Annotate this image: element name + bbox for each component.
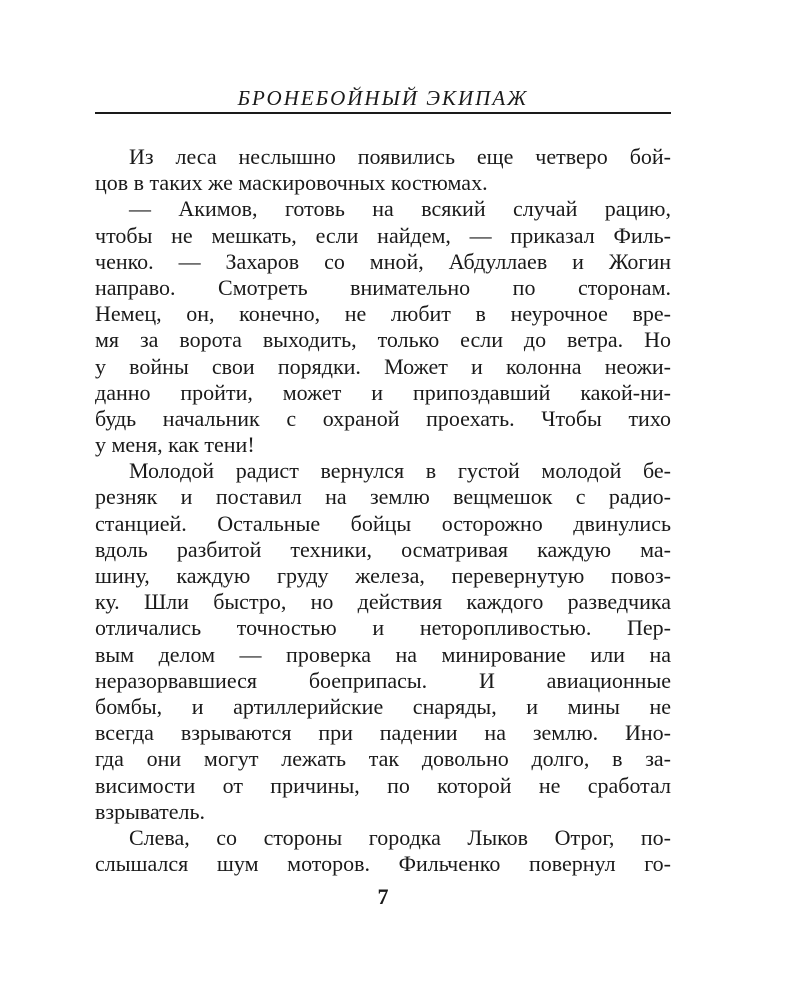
text-line: бомбы, и артиллерийские снаряды, и мины не — [95, 693, 671, 719]
text-line: ку. Шли быстро, но действия каждого разведчика — [95, 589, 671, 615]
text-line: у войны свои порядки. Может и колонна неожи- — [95, 353, 671, 379]
text-line: данно пройти, может и припоздавший какой-ни- — [95, 379, 671, 405]
body-text — [95, 144, 671, 877]
header-rule — [95, 112, 671, 114]
page-number: 7 — [377, 884, 389, 909]
text-line: Немец, он, конечно, не любит в неурочное вре- — [95, 301, 671, 327]
text-line: направо. Смотреть внимательно по сторонам. — [95, 274, 671, 300]
text-line: чтобы не мешкать, если найдем, — приказал Филь- — [95, 222, 671, 248]
text-line: отличались точностью и неторопливостью. Пер- — [95, 615, 671, 641]
text-line: слышался шум моторов. Фильченко повернул го- — [95, 851, 671, 877]
text-line: мя за ворота выходить, только если до ветра. Но — [95, 327, 671, 353]
text-line: висимости от причины, по которой не сработал — [95, 772, 671, 798]
text-line: — Акимов, готовь на всякий случай рацию, — [129, 196, 671, 222]
text-line: взрыватель. — [95, 798, 206, 824]
text-line: станцией. Остальные бойцы осторожно двинулись — [95, 510, 671, 536]
text-line: шину, каждую груду железа, перевернутую повоз- — [95, 563, 671, 588]
text-line: вдоль разбитой техники, осматривая каждую ма- — [95, 536, 671, 562]
text-line: у меня, как тени! — [95, 432, 255, 458]
running-header: БРОНЕБОЙНЫЙ ЭКИПАЖ — [237, 86, 529, 110]
text-line: гда они могут лежать так довольно долго, в за- — [95, 746, 671, 772]
text-line: Из леса неслышно появились еще четверо бой- — [129, 144, 671, 169]
text-line: цов в таких же маскировочных костюмах. — [95, 170, 488, 196]
text-line: резняк и поставил на землю вещмешок с радио- — [95, 484, 671, 510]
text-line: будь начальник с охраной проехать. Чтобы тихо — [95, 405, 671, 431]
text-line: неразорвавшиеся боеприпасы. И авиационные — [95, 667, 671, 693]
text-line: ченко. — Захаров со мной, Абдуллаев и Жогин — [95, 248, 671, 274]
text-line: Молодой радист вернулся в густой молодой бе- — [129, 458, 671, 484]
text-line: всегда взрываются при падении на землю. Ино- — [95, 720, 671, 746]
text-line: Слева, со стороны городка Лыков Отрог, по- — [129, 824, 671, 850]
text-line: вым делом — проверка на минирование или на — [95, 641, 671, 667]
